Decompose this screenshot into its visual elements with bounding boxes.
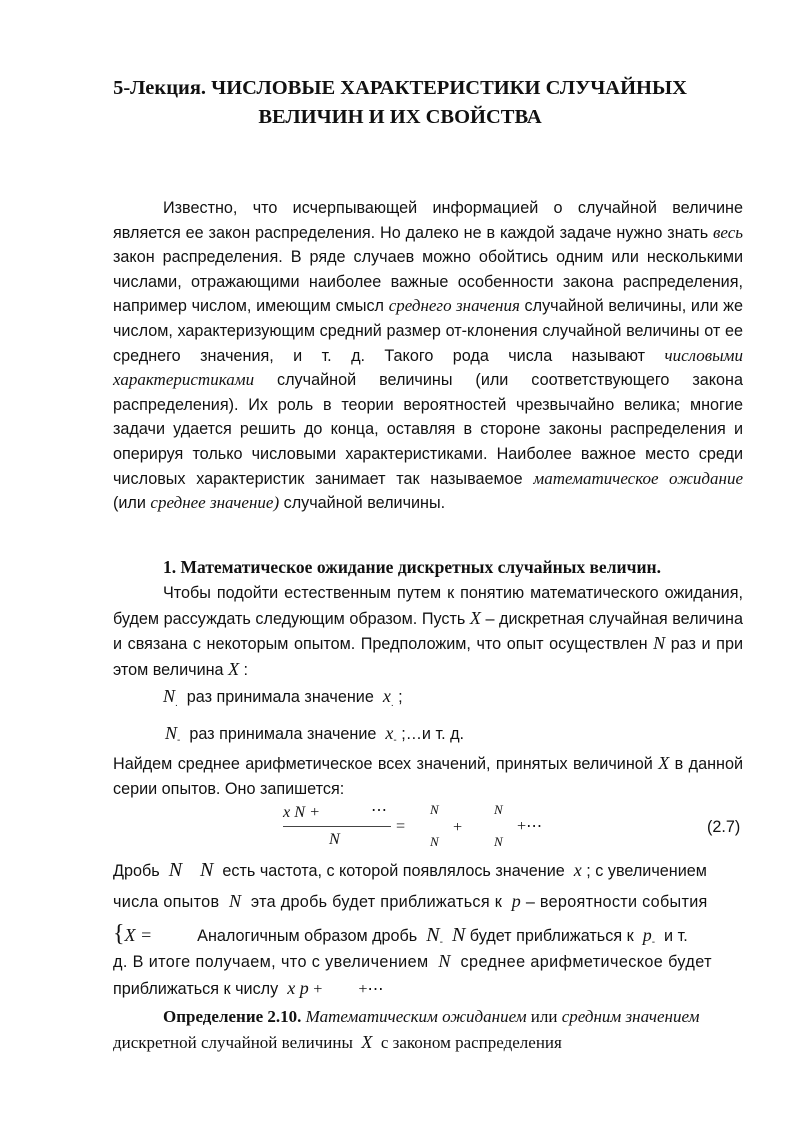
math-symbol: N xyxy=(165,723,178,743)
intro-emphasis: весь xyxy=(713,222,743,242)
text-fragment: Аналогичным образом дробь xyxy=(197,927,418,945)
formula-dots: ⋯ xyxy=(371,801,388,819)
page-title xyxy=(60,74,740,132)
text-line xyxy=(113,978,384,999)
text-fragment: будет приближаться к xyxy=(469,927,634,945)
text-fragment: эта дробь будет приближаться к xyxy=(250,893,503,911)
math-symbol: N xyxy=(426,924,440,946)
math-symbol: p xyxy=(642,925,652,945)
fraction-bar xyxy=(283,826,391,827)
text-fragment: ; с увеличением xyxy=(586,862,707,880)
formula-plus: + xyxy=(453,818,463,836)
text-fragment: есть частота, с которой появлялось значение xyxy=(222,862,565,880)
intro-text: закон распределения. В ряде случаев можно обойтись одним или несколькими числами, отражающими наиболее важные особенности закона распределения, например числом, имеющим смысл xyxy=(113,248,743,316)
math-symbol: N xyxy=(438,951,451,971)
list-item-text: раз принимала значение xyxy=(189,725,377,743)
math-symbol: N xyxy=(653,633,666,654)
text-line: {X = Аналогичным образом дробь $N_-$ N будет приближаться к $p_-$ и т. xyxy=(113,921,688,948)
paragraph-text: раз и при этом величина xyxy=(113,635,743,679)
paragraph-text: в данной серии опытов. Оно запишется: xyxy=(113,755,744,798)
text-fragment: д. В итоге получаем, что с увеличением xyxy=(113,953,429,971)
definition-line-2 xyxy=(113,1032,562,1053)
intro-emphasis: числовыми характеристиками xyxy=(113,345,743,390)
formula-number: (2.7) xyxy=(707,818,741,836)
math-symbol: x xyxy=(382,686,391,706)
definition-term: Математическим ожиданием xyxy=(305,1007,527,1026)
math-symbol: N xyxy=(451,924,466,946)
list-item-text: ; xyxy=(398,688,403,706)
math-symbol: + xyxy=(313,980,323,998)
definition-text: дискретной случайной величины xyxy=(113,1033,353,1052)
intro-emphasis: среднего значения xyxy=(388,296,520,316)
text-line xyxy=(113,951,712,972)
intro-text: (или xyxy=(113,494,151,513)
text-fragment: Дробь xyxy=(113,862,160,880)
definition-line-1 xyxy=(163,1007,699,1027)
intro-emphasis: среднее значение) xyxy=(150,493,280,513)
list-item-text: ;…и т. д. xyxy=(401,725,465,743)
math-symbol: X xyxy=(228,658,240,679)
definition-term: средним значением xyxy=(561,1007,700,1026)
section-paragraph-2 xyxy=(113,751,743,801)
math-symbol: X xyxy=(361,1032,373,1052)
math-symbol: N xyxy=(200,859,214,881)
math-symbol: { xyxy=(113,921,125,947)
text-fragment: – вероятности события xyxy=(525,893,708,911)
math-symbol: x xyxy=(573,860,582,880)
paragraph-text: : xyxy=(239,660,249,679)
math-symbol: +⋯ xyxy=(358,980,384,998)
intro-text: случайной величины (или соответствующего закона распределения). Их роль в теории вероятностей чрезвычайно велика; многие задачи удается решить до конца, оставляя в стороне законы распределения и оперируя только числовыми характеристиками. Наиболее важное место среди числовых характеристик занимает так называемое xyxy=(113,371,743,488)
definition-text: с законом распределения xyxy=(380,1033,562,1052)
title-line-2: ВЕЛИЧИН И ИХ СВОЙСТВА xyxy=(258,106,542,128)
list-item-text: раз принимала значение xyxy=(186,688,374,706)
intro-text: Известно, что исчерпывающей информацией о случайной величине является ее закон распределения. Но далеко не в каждой задаче нужно знать xyxy=(113,199,743,242)
intro-paragraph xyxy=(113,196,743,516)
math-symbol: X xyxy=(658,753,670,773)
text-fragment: числа опытов xyxy=(113,893,220,911)
math-symbol: x p xyxy=(287,978,309,998)
title-line-1: 5-Лекция. ЧИСЛОВЫЕ ХАРАКТЕРИСТИКИ СЛУЧАЙНЫХ xyxy=(113,77,687,99)
math-symbol: X = xyxy=(124,925,153,945)
text-fragment: и т. xyxy=(664,927,688,945)
formula-term-numerator: N xyxy=(430,802,439,817)
text-fragment: приближаться к числу xyxy=(113,980,279,998)
paragraph-text: Найдем среднее арифметическое всех значений, принятых величиной xyxy=(113,755,659,773)
list-item-2: $N_-$ раз принимала значение $x_-$ ;…и т. д. xyxy=(165,723,465,746)
formula-term-denominator: N xyxy=(494,834,503,849)
section-paragraph-1 xyxy=(113,581,743,682)
text-fragment: среднее арифметическое будет xyxy=(460,953,712,971)
formula-term-numerator: N xyxy=(494,802,503,817)
formula-numerator: x N + xyxy=(283,803,320,821)
math-symbol: N xyxy=(163,686,176,706)
intro-emphasis: математическое ожидание xyxy=(533,468,744,488)
math-symbol: p xyxy=(511,891,521,911)
section-heading: 1. Математическое ожидание дискретных случайных величин. xyxy=(163,557,662,577)
formula-denominator: N xyxy=(329,830,340,848)
definition-text: или xyxy=(530,1007,558,1026)
math-symbol: N xyxy=(168,859,183,881)
definition-label: Определение 2.10. xyxy=(163,1007,302,1026)
intro-text: случайной величины, или же числом, характеризующим средний размер от-клонения случайной величины от ее среднего значения, и т. д. Такого рода числа называют xyxy=(113,297,743,365)
paragraph-text: – дискретная случайная величина и связана с некоторым опытом. Предположим, что опыт осуществлен xyxy=(113,609,743,654)
math-symbol: X xyxy=(469,607,481,628)
formula-term-denominator: N xyxy=(430,834,439,849)
text-line xyxy=(113,891,708,912)
list-item-1: $N_.$ раз принимала значение $x_.$ ; xyxy=(163,686,403,709)
math-symbol: N xyxy=(228,891,242,911)
formula-plus-dots: +⋯ xyxy=(517,817,543,835)
formula-equals: = xyxy=(396,817,406,835)
paragraph-text: Чтобы подойти естественным путем к понятию математического ожидания, будем рассуждать следующим образом. Пусть xyxy=(113,584,743,628)
text-line xyxy=(113,859,707,882)
intro-text: случайной величины. xyxy=(279,494,446,513)
math-symbol: x xyxy=(385,723,394,743)
